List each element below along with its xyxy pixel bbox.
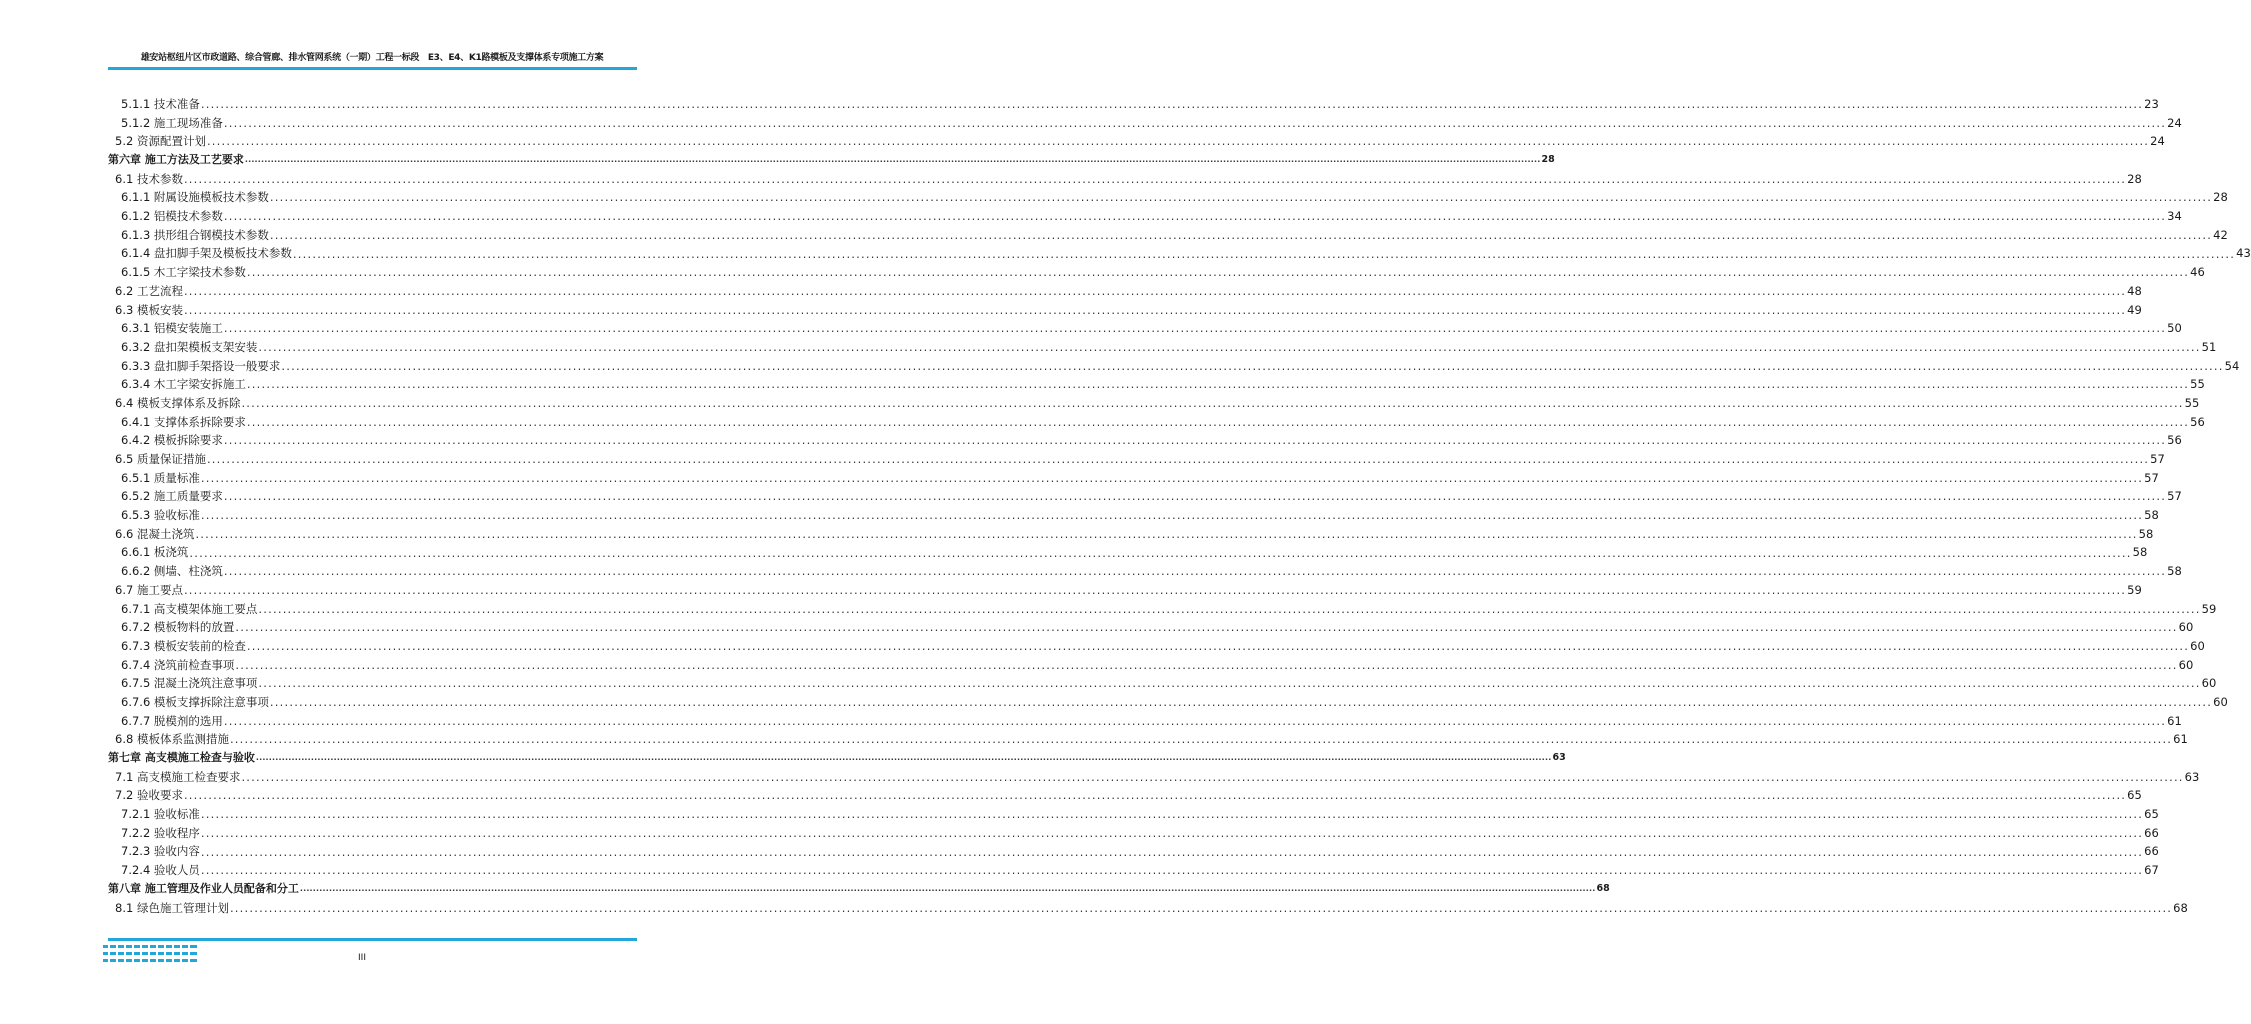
toc-entry-title: 6.7.1 高支模架体施工要点 xyxy=(121,601,258,616)
toc-leader-dots: ................................................................................................................................................................................................................................................................................................................................................................................................................ xyxy=(223,713,2167,728)
toc-entry-page: 66 xyxy=(2144,844,2159,859)
toc-entry[interactable] xyxy=(108,226,2228,245)
toc-entry-page: 24 xyxy=(2150,134,2165,149)
toc-entry[interactable] xyxy=(108,581,2142,600)
header-rule xyxy=(108,67,637,70)
toc-entry-title: 6.5.2 施工质量要求 xyxy=(121,489,223,504)
toc-leader-dots: ................................................................................................................................................................................................................................................................................................................................................................................................................ xyxy=(235,657,2178,672)
toc-entry[interactable] xyxy=(108,450,2165,469)
toc-entry-page: 56 xyxy=(2190,414,2205,429)
toc-entry-page: 56 xyxy=(2167,433,2182,448)
toc-entry-title: 7.2 验收要求 xyxy=(115,788,183,803)
toc-entry[interactable] xyxy=(108,768,2200,787)
toc-entry-page: 55 xyxy=(2190,377,2205,392)
toc-entry[interactable] xyxy=(108,525,2154,544)
toc-entry[interactable] xyxy=(108,487,2182,506)
toc-leader-dots: ................................................................................................................................................................................................................................................................................................................................................................................................................ xyxy=(200,844,2144,859)
toc-leader-dots: ................................................................................................................................................................................................................................................................................................................................................................................................................ xyxy=(200,825,2144,840)
toc-leader-dots: ................................................................................................................................................................................................................................................................................................................................................................................................................ xyxy=(244,155,1541,165)
toc-entry-page: 67 xyxy=(2144,863,2159,878)
toc-entry-page: 68 xyxy=(1596,882,1610,894)
toc-entry-page: 51 xyxy=(2201,339,2217,354)
toc-entry-title: 6.1.2 铝模技术参数 xyxy=(121,209,223,224)
toc-leader-dots: ................................................................................................................................................................................................................................................................................................................................................................................................................ xyxy=(200,508,2144,523)
toc-entry[interactable] xyxy=(108,618,2194,637)
toc-leader-dots: ................................................................................................................................................................................................................................................................................................................................................................................................................ xyxy=(229,732,2173,747)
toc-leader-dots: ................................................................................................................................................................................................................................................................................................................................................................................................................ xyxy=(246,377,2190,392)
toc-leader-dots: ................................................................................................................................................................................................................................................................................................................................................................................................................ xyxy=(292,246,2236,261)
toc-leader-dots: ................................................................................................................................................................................................................................................................................................................................................................................................................ xyxy=(206,452,2150,467)
toc-leader-dots: ................................................................................................................................................................................................................................................................................................................................................................................................................ xyxy=(200,863,2144,878)
toc-entry-page: 63 xyxy=(2184,769,2200,784)
toc-entry[interactable] xyxy=(108,301,2142,320)
toc-entry[interactable] xyxy=(108,506,2159,525)
toc-entry-title: 6.3.2 盘扣架模板支架安装 xyxy=(121,339,258,354)
toc-entry[interactable] xyxy=(108,207,2182,226)
toc-entry-title: 6.3.1 铝模安装施工 xyxy=(121,321,223,336)
toc-entry-page: 60 xyxy=(2178,657,2194,672)
toc-entry[interactable] xyxy=(108,600,2217,619)
toc-entry-page: 28 xyxy=(1541,154,1555,166)
toc-entry-page: 68 xyxy=(2173,900,2188,915)
toc-leader-dots: ................................................................................................................................................................................................................................................................................................................................................................................................................ xyxy=(241,769,2184,784)
toc-entry-title: 5.1.1 技术准备 xyxy=(121,96,200,111)
toc-entry[interactable] xyxy=(108,712,2182,731)
toc-entry-page: 43 xyxy=(2236,246,2251,261)
toc-entry[interactable] xyxy=(108,132,2165,151)
toc-leader-dots: ................................................................................................................................................................................................................................................................................................................................................................................................................ xyxy=(223,115,2167,130)
toc-entry-title: 6.4 模板支撑体系及拆除 xyxy=(115,395,241,410)
toc-entry-title: 6.1.1 附属设施模板技术参数 xyxy=(121,190,269,205)
toc-entry-page: 23 xyxy=(2144,96,2159,111)
footer-rule xyxy=(108,938,637,941)
toc-entry-title: 6.3.4 木工字梁安拆施工 xyxy=(121,377,246,392)
toc-leader-dots: ................................................................................................................................................................................................................................................................................................................................................................................................................ xyxy=(241,396,2184,410)
toc-entry[interactable] xyxy=(108,544,2148,563)
toc-entry-title: 8.1 绿色施工管理计划 xyxy=(115,900,229,915)
toc-entry[interactable] xyxy=(108,394,2200,413)
toc-entry-page: 42 xyxy=(2213,227,2228,242)
toc-leader-dots: ................................................................................................................................................................................................................................................................................................................................................................................................................ xyxy=(183,171,2127,186)
toc-entry[interactable] xyxy=(108,469,2159,488)
toc-entry-page: 59 xyxy=(2201,601,2217,616)
toc-entry-title: 6.1.5 木工字梁技术参数 xyxy=(121,265,246,280)
toc-entry-title: 6.7.4 浇筑前检查事项 xyxy=(121,657,235,672)
toc-leader-dots: ................................................................................................................................................................................................................................................................................................................................................................................................................ xyxy=(229,900,2173,915)
toc-leader-dots: ................................................................................................................................................................................................................................................................................................................................................................................................................ xyxy=(183,582,2127,597)
toc-entry-page: 58 xyxy=(2132,545,2148,560)
toc-entry-page: 65 xyxy=(2127,788,2142,803)
toc-entry-title: 6.1.3 拱形组合钢模技术参数 xyxy=(121,227,269,242)
toc-entry[interactable] xyxy=(108,824,2159,843)
toc-entry[interactable] xyxy=(108,319,2182,338)
toc-entry-page: 60 xyxy=(2178,620,2194,635)
toc-leader-dots: ................................................................................................................................................................................................................................................................................................................................................................................................................ xyxy=(195,526,2138,541)
toc-entry[interactable] xyxy=(108,656,2194,675)
document-header: 雄安站枢纽片区市政道路、综合管廊、排水管网系统（一期）工程一标段 E3、E4、K1路模板及支撑体系专项施工方案 xyxy=(140,53,604,63)
toc-entry-page: 50 xyxy=(2167,321,2182,336)
toc-entry-page: 60 xyxy=(2213,694,2228,709)
toc-entry[interactable] xyxy=(108,880,1610,899)
toc-leader-dots: ................................................................................................................................................................................................................................................................................................................................................................................................................ xyxy=(223,321,2167,336)
toc-entry[interactable] xyxy=(108,730,2188,749)
toc-entry-title: 6.6 混凝土浇筑 xyxy=(115,526,195,541)
toc-leader-dots: ................................................................................................................................................................................................................................................................................................................................................................................................................ xyxy=(183,302,2127,317)
toc-entry-title: 6.6.1 板浇筑 xyxy=(121,545,189,560)
toc-entry[interactable] xyxy=(108,431,2182,450)
toc-entry-page: 57 xyxy=(2144,470,2159,485)
toc-entry-title: 6.5.3 验收标准 xyxy=(121,508,200,523)
toc-leader-dots: ................................................................................................................................................................................................................................................................................................................................................................................................................ xyxy=(299,883,1596,893)
toc-leader-dots: ................................................................................................................................................................................................................................................................................................................................................................................................................ xyxy=(200,807,2144,822)
toc-entry-title: 6.4.1 支撑体系拆除要求 xyxy=(121,414,246,429)
toc-leader-dots: ................................................................................................................................................................................................................................................................................................................................................................................................................ xyxy=(223,209,2167,224)
toc-entry-title: 6.5 质量保证措施 xyxy=(115,452,206,467)
toc-entry-page: 59 xyxy=(2127,582,2142,597)
toc-leader-dots: ................................................................................................................................................................................................................................................................................................................................................................................................................ xyxy=(269,227,2213,242)
toc-entry-title: 7.2.3 验收内容 xyxy=(121,844,200,859)
toc-entry-title: 7.2.4 验收人员 xyxy=(121,863,200,878)
toc-entry[interactable] xyxy=(108,375,2205,394)
toc-entry-page: 61 xyxy=(2167,713,2182,728)
toc-entry[interactable] xyxy=(108,899,2188,918)
toc-entry[interactable] xyxy=(108,151,1555,170)
toc-entry-title: 6.7.7 脱模剂的选用 xyxy=(121,713,223,728)
toc-entry-page: 57 xyxy=(2167,489,2182,504)
toc-entry-page: 34 xyxy=(2167,209,2182,224)
toc-entry-title: 6.7.5 混凝土浇筑注意事项 xyxy=(121,676,258,691)
toc-entry-title: 第八章 施工管理及作业人员配备和分工 xyxy=(108,881,299,895)
toc-entry-title: 7.1 高支模施工检查要求 xyxy=(115,769,241,784)
toc-leader-dots: ................................................................................................................................................................................................................................................................................................................................................................................................................ xyxy=(189,545,2132,560)
toc-entry-page: 63 xyxy=(1552,752,1566,764)
toc-entry-page: 58 xyxy=(2144,508,2159,523)
toc-entry-page: 58 xyxy=(2138,526,2154,541)
toc-entry-page: 46 xyxy=(2190,265,2205,280)
toc-entry-title: 第六章 施工方法及工艺要求 xyxy=(108,153,244,167)
toc-entry[interactable] xyxy=(108,170,2142,189)
toc-leader-dots: ................................................................................................................................................................................................................................................................................................................................................................................................................ xyxy=(269,190,2213,205)
toc-leader-dots: ................................................................................................................................................................................................................................................................................................................................................................................................................ xyxy=(258,339,2201,354)
toc-entry[interactable] xyxy=(108,338,2217,357)
toc-entry-title: 6.4.2 模板拆除要求 xyxy=(121,433,223,448)
toc-leader-dots: ................................................................................................................................................................................................................................................................................................................................................................................................................ xyxy=(246,414,2190,429)
toc-entry-page: 28 xyxy=(2127,171,2142,186)
toc-entry-page: 28 xyxy=(2213,190,2228,205)
toc-entry[interactable] xyxy=(108,786,2142,805)
toc-entry-title: 5.1.2 施工现场准备 xyxy=(121,115,223,130)
toc-entry-title: 6.3 模板安装 xyxy=(115,302,183,317)
toc-entry-title: 7.2.2 验收程序 xyxy=(121,825,200,840)
toc-entry-title: 6.1.4 盘扣脚手架及模板技术参数 xyxy=(121,246,292,261)
toc-leader-dots: ................................................................................................................................................................................................................................................................................................................................................................................................................ xyxy=(223,489,2167,504)
toc-entry[interactable] xyxy=(108,637,2205,656)
toc-entry[interactable] xyxy=(108,843,2159,862)
toc-entry-page: 60 xyxy=(2190,638,2205,653)
toc-leader-dots: ................................................................................................................................................................................................................................................................................................................................................................................................................ xyxy=(183,788,2127,803)
toc-entry-page: 66 xyxy=(2144,825,2159,840)
toc-entry-page: 48 xyxy=(2127,283,2142,298)
toc-entry[interactable] xyxy=(108,245,2251,264)
toc-entry-title: 第七章 高支模施工检查与验收 xyxy=(108,751,255,765)
toc-entry-title: 6.3.3 盘扣脚手架搭设一般要求 xyxy=(121,358,281,373)
toc-entry-title: 7.2.1 验收标准 xyxy=(121,807,200,822)
toc-entry-title: 6.8 模板体系监测措施 xyxy=(115,732,229,747)
toc-entry[interactable] xyxy=(108,114,2182,133)
toc-leader-dots: ................................................................................................................................................................................................................................................................................................................................................................................................................ xyxy=(258,676,2201,691)
toc-leader-dots: ................................................................................................................................................................................................................................................................................................................................................................................................................ xyxy=(200,470,2144,485)
page-number: III xyxy=(358,953,366,963)
toc-entry[interactable] xyxy=(108,674,2217,693)
toc-entry-page: 60 xyxy=(2201,676,2217,691)
toc-entry[interactable] xyxy=(108,562,2182,581)
toc-entry[interactable] xyxy=(108,282,2142,301)
toc-leader-dots: ................................................................................................................................................................................................................................................................................................................................................................................................................ xyxy=(258,601,2201,616)
toc-entry[interactable] xyxy=(108,357,2240,376)
toc-entry-title: 6.7.3 模板安装前的检查 xyxy=(121,638,246,653)
toc-leader-dots: ................................................................................................................................................................................................................................................................................................................................................................................................................ xyxy=(246,265,2190,280)
toc-entry-page: 55 xyxy=(2184,395,2200,410)
toc-entry-page: 57 xyxy=(2150,452,2165,467)
toc-entry-page: 24 xyxy=(2167,115,2182,130)
toc-leader-dots: ................................................................................................................................................................................................................................................................................................................................................................................................................ xyxy=(206,134,2150,149)
toc-entry[interactable] xyxy=(108,805,2159,824)
toc-entry-title: 5.2 资源配置计划 xyxy=(115,134,206,149)
toc-leader-dots: ................................................................................................................................................................................................................................................................................................................................................................................................................ xyxy=(200,97,2144,111)
toc-leader-dots: ................................................................................................................................................................................................................................................................................................................................................................................................................ xyxy=(246,638,2190,653)
toc-leader-dots: ................................................................................................................................................................................................................................................................................................................................................................................................................ xyxy=(255,753,1552,763)
toc-entry-page: 54 xyxy=(2224,358,2240,373)
toc-leader-dots: ................................................................................................................................................................................................................................................................................................................................................................................................................ xyxy=(269,695,2213,709)
toc-leader-dots: ................................................................................................................................................................................................................................................................................................................................................................................................................ xyxy=(223,433,2167,448)
toc-leader-dots: ................................................................................................................................................................................................................................................................................................................................................................................................................ xyxy=(183,283,2127,298)
toc-entry[interactable] xyxy=(108,263,2205,282)
toc-entry-page: 49 xyxy=(2127,302,2142,317)
toc-leader-dots: ................................................................................................................................................................................................................................................................................................................................................................................................................ xyxy=(235,620,2178,635)
toc-entry-title: 6.7 施工要点 xyxy=(115,582,183,597)
toc-entry-page: 58 xyxy=(2167,564,2182,579)
toc-entry-page: 65 xyxy=(2144,807,2159,822)
toc-entry-title: 6.6.2 侧墙、柱浇筑 xyxy=(121,564,223,579)
toc-entry-title: 6.1 技术参数 xyxy=(115,171,183,186)
toc-entry[interactable] xyxy=(108,861,2159,880)
toc-entry[interactable] xyxy=(108,188,2228,207)
toc-entry-title: 6.5.1 质量标准 xyxy=(121,470,200,485)
toc-entry[interactable] xyxy=(108,95,2159,114)
toc-entry[interactable] xyxy=(108,693,2228,712)
toc-entry[interactable] xyxy=(108,749,1566,768)
table-of-contents xyxy=(108,95,2251,917)
toc-leader-dots: ................................................................................................................................................................................................................................................................................................................................................................................................................ xyxy=(223,564,2167,579)
toc-entry-title: 6.2 工艺流程 xyxy=(115,283,183,298)
toc-entry[interactable] xyxy=(108,413,2205,432)
toc-entry-title: 6.7.6 模板支撑拆除注意事项 xyxy=(121,694,269,709)
toc-entry-page: 61 xyxy=(2173,732,2188,747)
toc-leader-dots: ................................................................................................................................................................................................................................................................................................................................................................................................................ xyxy=(281,358,2224,373)
toc-entry-title: 6.7.2 模板物料的放置 xyxy=(121,620,235,635)
